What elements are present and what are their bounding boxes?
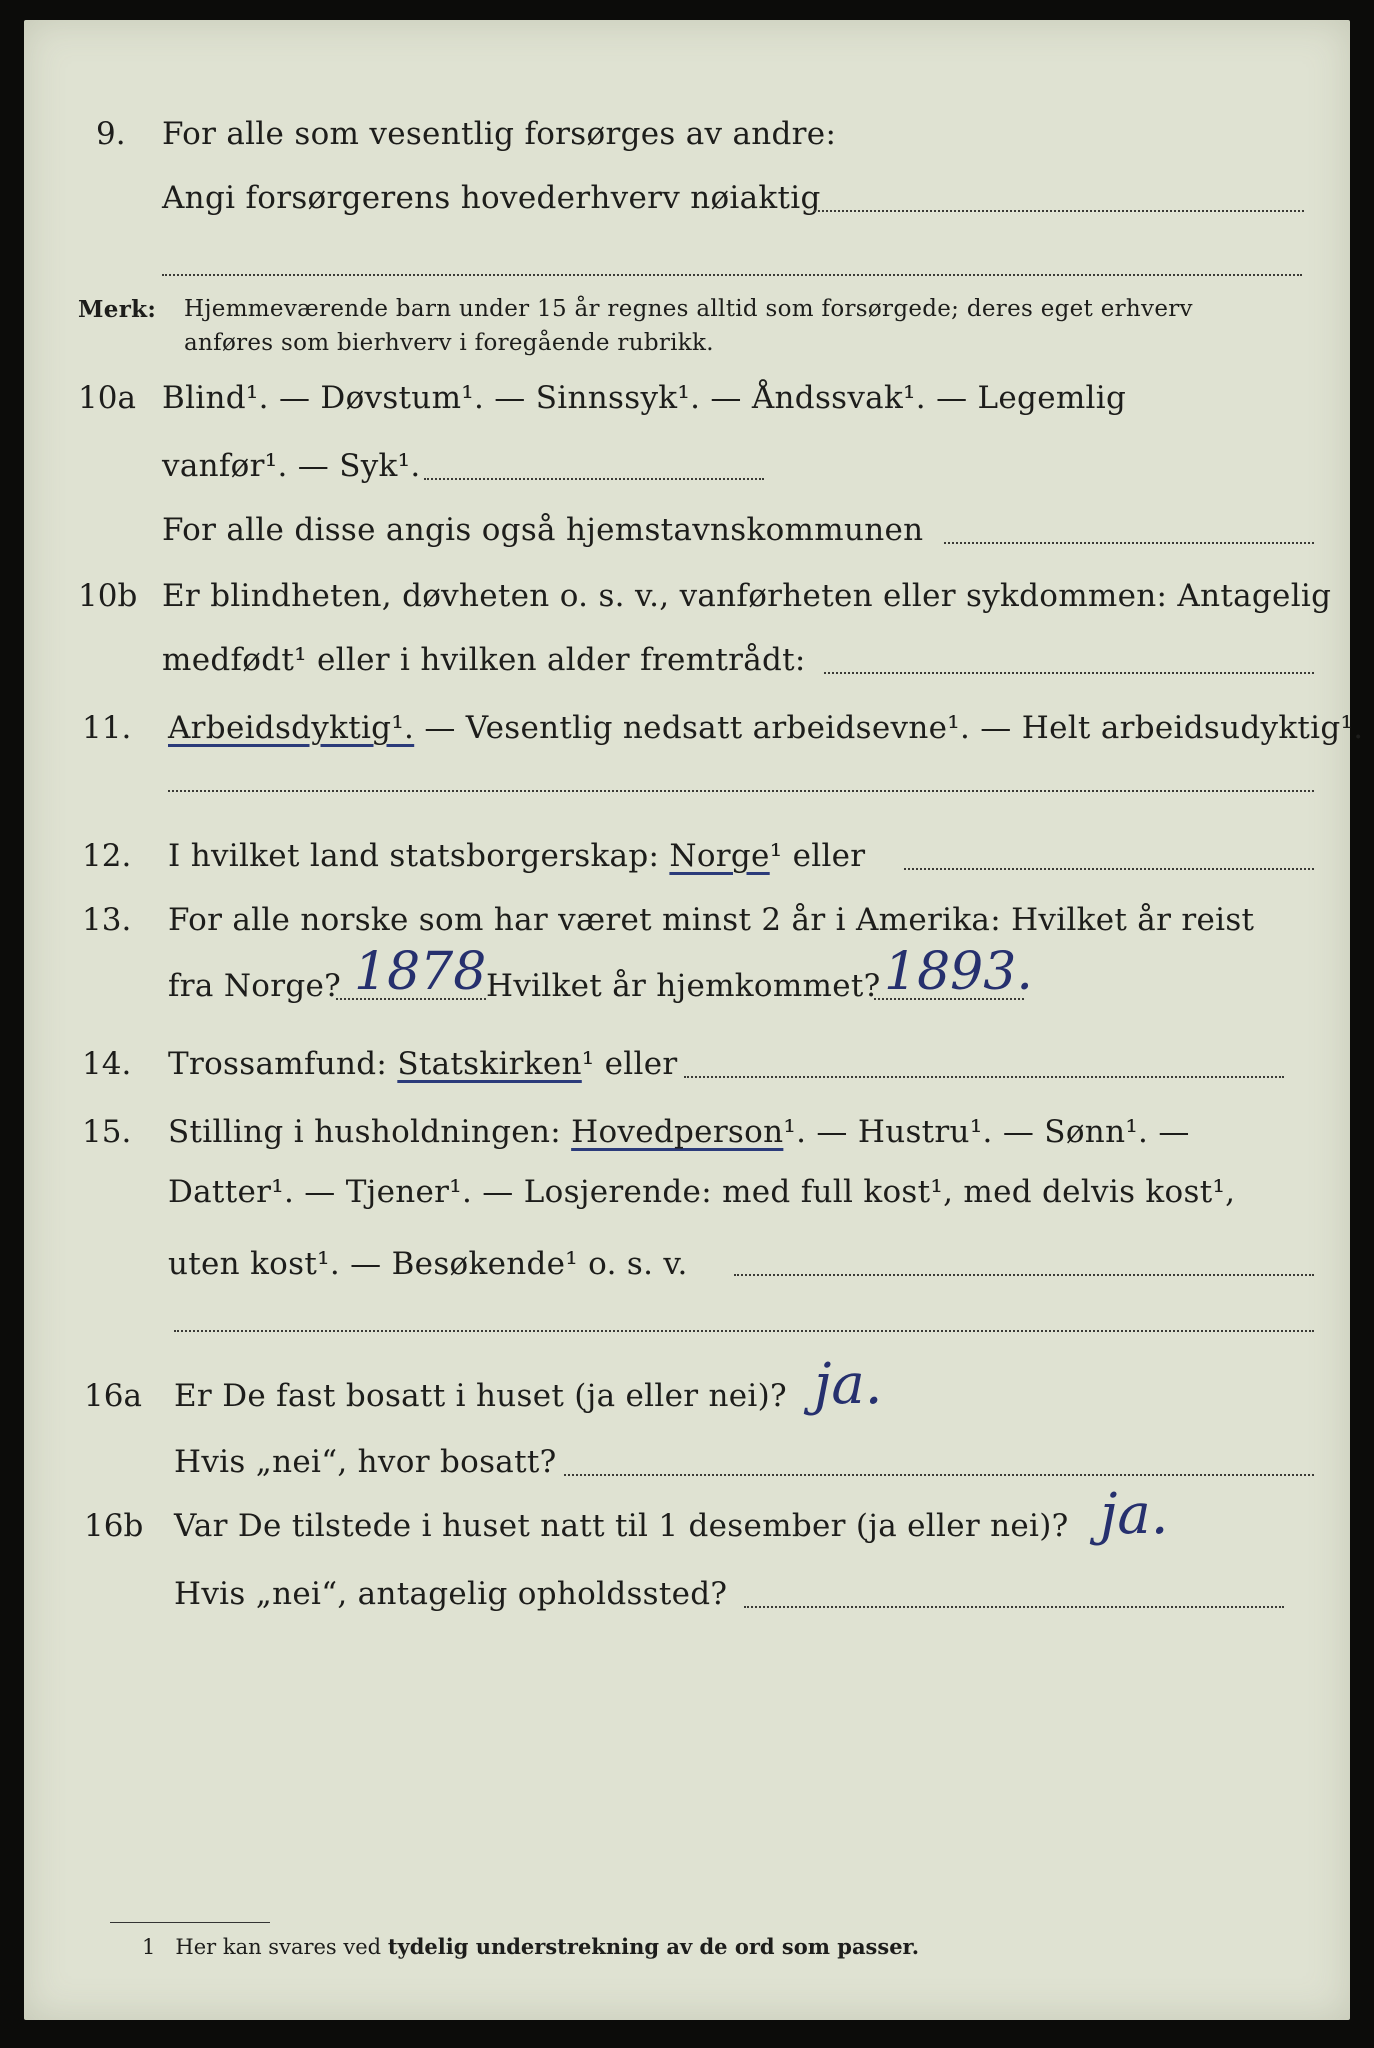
q14-number: 14. xyxy=(82,1046,132,1082)
merk-label: Merk: xyxy=(78,296,157,323)
q11-number: 11. xyxy=(82,710,132,746)
q15-line2: Datter¹. — Tjener¹. — Losjerende: med full kost¹, med delvis kost¹, xyxy=(168,1174,1236,1210)
q16b-answer-line[interactable] xyxy=(744,1606,1284,1608)
q14-pre: Trossamfund: xyxy=(168,1046,398,1082)
q12-number: 12. xyxy=(82,838,132,874)
q16a-line1: Er De fast bosatt i huset (ja eller nei)? xyxy=(174,1378,787,1414)
q13-pre: fra Norge? xyxy=(168,968,342,1004)
q14-option-statskirken[interactable]: Statskirken xyxy=(397,1046,582,1082)
q12-line xyxy=(168,838,865,874)
footnote-bold: tydelig understrekning av de ord som passer. xyxy=(387,1934,920,1959)
footnote-plain: Her kan svares ved xyxy=(175,1935,382,1959)
q11-rest: — Vesentlig nedsatt arbeidsevne¹. — Helt arbeidsudyktig¹. xyxy=(414,710,1364,746)
q16b-answer: ja. xyxy=(1100,1482,1169,1547)
q13-mid: Hvilket år hjemkommet? xyxy=(486,968,881,1004)
q15-line1 xyxy=(168,1114,1190,1150)
q16a-answer: ja. xyxy=(814,1352,883,1417)
q15-answer-line[interactable] xyxy=(734,1274,1314,1276)
q16a-number: 16a xyxy=(84,1378,142,1414)
q11-line xyxy=(168,710,1363,746)
footnote xyxy=(142,1934,919,1959)
q15-option-hovedperson[interactable]: Hovedperson xyxy=(571,1114,784,1150)
q12-post: ¹ eller xyxy=(769,838,866,874)
q15-answer-line2[interactable] xyxy=(174,1330,1314,1332)
q10a-number: 10a xyxy=(78,380,136,416)
q14-line xyxy=(168,1046,678,1082)
q12-answer-line[interactable] xyxy=(904,868,1314,870)
q13-left-year-answer: 1878 xyxy=(354,942,487,1002)
q16a-answer-line[interactable] xyxy=(564,1474,1314,1476)
q15-line3: uten kost¹. — Besøkende¹ o. s. v. xyxy=(168,1246,688,1282)
q9-answer-line[interactable] xyxy=(814,210,1304,212)
q15-number: 15. xyxy=(82,1114,132,1150)
q10a-sick-line[interactable] xyxy=(424,478,764,480)
q9-number: 9. xyxy=(96,116,126,152)
q11-option-arbeidsdyktig[interactable]: Arbeidsdyktig¹. xyxy=(168,710,415,746)
merk-line2: anføres som bierhverv i foregående rubrikk. xyxy=(184,330,714,356)
footnote-rule xyxy=(110,1922,270,1923)
merk-line1: Hjemmeværende barn under 15 år regnes alltid som forsørgede; deres eget erhverv xyxy=(184,296,1193,322)
q10b-line2: medfødt¹ eller i hvilken alder fremtrådt: xyxy=(162,642,806,678)
footnote-mark: 1 xyxy=(142,1935,156,1959)
q13-number: 13. xyxy=(82,902,132,938)
q9-line2: Angi forsørgerens hovederhverv nøiaktig xyxy=(162,180,821,216)
q16b-number: 16b xyxy=(84,1508,144,1544)
q9-line1: For alle som vesentlig forsørges av andre: xyxy=(162,116,837,152)
q10a-line1: Blind¹. — Døvstum¹. — Sinnssyk¹. — Åndssvak¹. — Legemlig xyxy=(162,380,1127,416)
q14-answer-line[interactable] xyxy=(684,1076,1284,1078)
q16b-line2: Hvis „nei“, antagelig opholdssted? xyxy=(174,1576,728,1612)
q10b-answer-line[interactable] xyxy=(824,672,1314,674)
q15-post: ¹. — Hustru¹. — Sønn¹. — xyxy=(783,1114,1190,1150)
q10b-line1: Er blindheten, døvheten o. s. v., vanførheten eller sykdommen: Antagelig xyxy=(162,578,1332,614)
q10a-line3: For alle disse angis også hjemstavnskommunen xyxy=(162,512,924,548)
q10a-municipality-line[interactable] xyxy=(944,542,1314,544)
q14-post: ¹ eller xyxy=(581,1046,678,1082)
q15-pre: Stilling i husholdningen: xyxy=(168,1114,572,1150)
q10b-number: 10b xyxy=(78,578,138,614)
census-form-page xyxy=(24,20,1364,2020)
q16a-line2: Hvis „nei“, hvor bosatt? xyxy=(174,1444,557,1480)
q10a-line2: vanfør¹. — Syk¹. xyxy=(162,448,421,484)
q12-pre: I hvilket land statsborgerskap: xyxy=(168,838,670,874)
q12-option-norge[interactable]: Norge xyxy=(669,838,770,874)
q9-answer-line2[interactable] xyxy=(162,274,1302,276)
q11-answer-line[interactable] xyxy=(168,790,1314,792)
q13-line1: For alle norske som har været minst 2 år i Amerika: Hvilket år reist xyxy=(168,902,1255,938)
q16b-line1: Var De tilstede i huset natt til 1 desember (ja eller nei)? xyxy=(174,1508,1069,1544)
q13-home-year-answer: 1893. xyxy=(884,942,1033,1002)
